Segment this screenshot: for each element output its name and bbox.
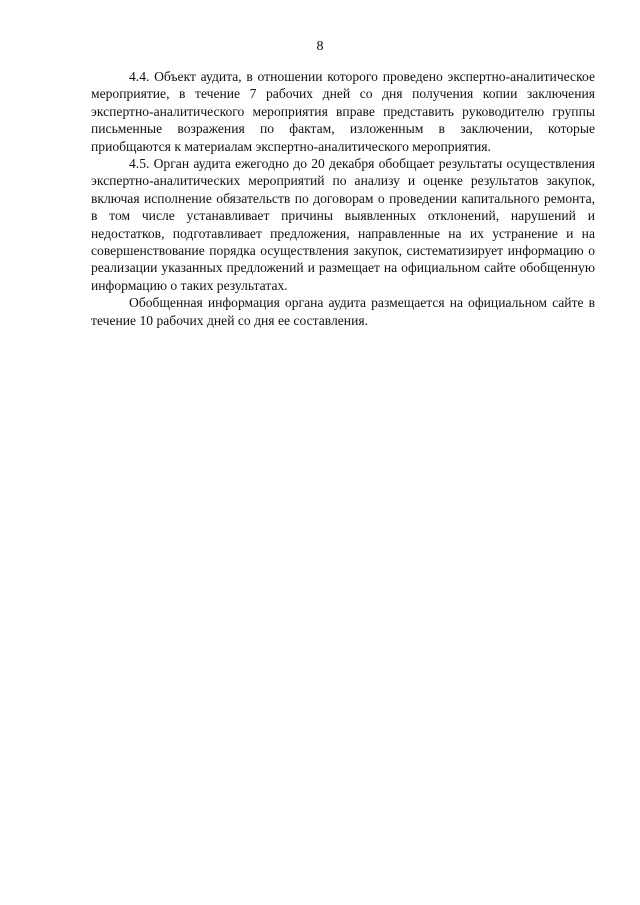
paragraph-summary-publication: Обобщенная информация органа аудита размещается на официальном сайте в течение 10 рабочих дней со дня ее составления. (91, 295, 595, 328)
paragraph-4-4: 4.4. Объект аудита, в отношении которого проведено экспертно-аналитическое мероприятие, в течение 7 рабочих дней со дня получения копии заключения экспертно-аналитического мероприятия вправе представить руководителю группы письменные возражения по фактам, изложенным в заключении, которые приобщаются к материалам экспертно-аналитического мероприятия. (91, 69, 595, 154)
page-number: 8 (316, 39, 324, 54)
paragraph-4-5: 4.5. Орган аудита ежегодно до 20 декабря обобщает результаты осуществления экспертно-аналитических мероприятий по анализу и оценке результатов закупок, включая исполнение обязательств по договорам о проведении капитального ремонта, в том числе устанавливает причины выявленных отклонений, нарушений и недостатков, подготавливает предложения, направленные на их устранение и на совершенствование порядка осуществления закупок, систематизирует информацию о реализации указанных предложений и размещает на официальном сайте обобщенную информацию о таких результатах. (91, 156, 595, 293)
document-body (91, 68, 595, 329)
